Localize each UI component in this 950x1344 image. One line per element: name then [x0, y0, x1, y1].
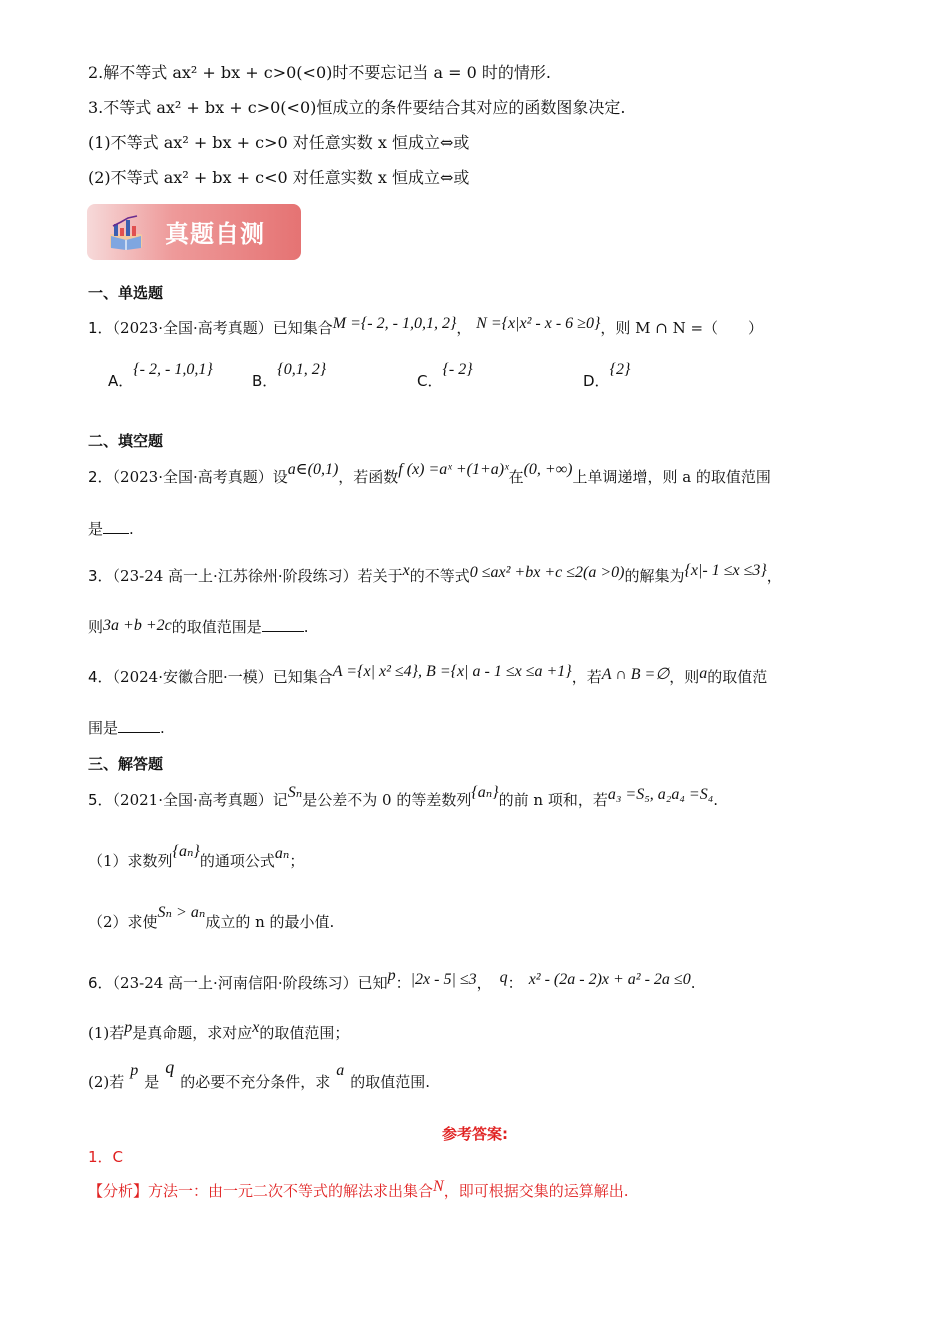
q5-text-4: . [713, 791, 719, 809]
answer-blank[interactable] [103, 519, 129, 534]
option-d-label: D． [583, 372, 610, 390]
question-3 [88, 562, 782, 588]
q6-p1-text-1: (1)若 [88, 1024, 125, 1042]
q5-p1-text-3: ； [289, 852, 305, 870]
q5-p1-text-2: 的通项公式 [199, 852, 275, 870]
question-2 [88, 461, 771, 489]
option-b-label: B． [252, 372, 278, 390]
q5-p2-text-1: （2）求使 [88, 913, 158, 931]
q4-text-2: ，若 [571, 668, 602, 686]
q6-source: （23-24 高一上·河南信阳·阶段练习） [112, 974, 358, 992]
question-4 [88, 663, 768, 689]
q1-set-m: M ={- 2, - 1,0,1, 2} [332, 315, 457, 332]
option-d-value: {2} [609, 361, 631, 378]
answer-blank[interactable] [262, 617, 304, 632]
question-3-cont [88, 616, 309, 639]
question-1 [88, 317, 763, 340]
section-heading-3: 三、解答题 [88, 755, 164, 773]
q6-p1-text-3: 的取值范围； [259, 1024, 350, 1042]
q4-text-4: 的取值范 [707, 668, 768, 686]
q3-text-3: 的解集为 [624, 567, 685, 585]
option-b-value: {0,1, 2} [277, 361, 327, 378]
question-2-cont [88, 518, 134, 540]
q6-p2-text-3: 的必要不充分条件，求 [180, 1073, 331, 1091]
banner-title: 真题自测 [165, 220, 265, 248]
q6-formula-q: q [499, 969, 508, 986]
option-c[interactable] [417, 361, 473, 391]
q6-formula-p: p [387, 967, 396, 984]
option-c-value: {- 2} [442, 361, 473, 378]
q2-text-3: 在 [508, 468, 524, 486]
q5-text-2: 是公差不为 0 的等差数列 [302, 791, 472, 809]
q5-source: （2021·全国·高考真题） [112, 791, 273, 809]
q3-text-6: 的取值范围是 [171, 618, 262, 636]
q1-source: （2023·全国·高考真题） [112, 319, 273, 337]
q6-text-4: ： [507, 974, 523, 992]
q4-text-5: 围是 [88, 719, 119, 737]
q5-text-3: 的前 n 项和，若 [498, 791, 608, 809]
question-5-part-1 [88, 843, 305, 873]
q5-text-1: 记 [272, 791, 288, 809]
q6-text-1: 已知 [357, 974, 388, 992]
q5-formula-3: a₃ =S₅, a₂a₄ =S₄ [607, 786, 714, 803]
q6-p2-formula-p: p [130, 1062, 139, 1079]
q6-p2-text-2: 是 [144, 1073, 160, 1091]
answer-1: 1．C [88, 1148, 124, 1166]
q6-text-2: ： [395, 974, 411, 992]
q4-formula-3: a [699, 665, 708, 682]
q2-source: （2023·全国·高考真题） [112, 468, 273, 486]
q2-text-2: ，若函数 [338, 468, 399, 486]
q4-number: 4． [88, 668, 113, 686]
q3-formula-1: x [402, 562, 410, 579]
q1-comma: ， [456, 319, 472, 337]
option-a-label: A． [108, 372, 134, 390]
option-c-label: C． [417, 372, 443, 390]
q4-text-1: 已知集合 [272, 668, 333, 686]
q5-p1-formula-1: {aₙ} [172, 843, 200, 860]
q6-p1-text-2: 是真命题，求对应 [132, 1024, 253, 1042]
q3-text-4: ， [766, 567, 782, 585]
q5-formula-1: Sₙ [287, 784, 303, 801]
q3-text-5: 则 [88, 618, 104, 636]
analysis-line [88, 1180, 628, 1201]
q2-text-4: 上单调递增，则 a 的取值范围 [572, 468, 771, 486]
section-heading-2: 二、填空题 [88, 432, 164, 450]
q2-text-1: 设 [272, 468, 288, 486]
q2-formula-2: f (x) =aˣ +(1+a)ˣ [398, 461, 509, 478]
q5-number: 5． [88, 791, 113, 809]
question-6-part-1 [88, 1019, 350, 1045]
q3-formula-4: 3a +b +2c [103, 617, 172, 634]
question-5 [88, 784, 719, 812]
q6-p2-text-4: 的取值范围. [350, 1073, 431, 1091]
q1-text: 已知集合 [272, 319, 333, 337]
option-b[interactable] [252, 361, 327, 391]
q5-p1-text-1: （1）求数列 [88, 852, 173, 870]
q5-p1-formula-2: aₙ [274, 845, 290, 862]
q6-p1-formula-x: x [252, 1019, 260, 1036]
analysis-text-1: 方法一：由一元二次不等式的解法求出集合 [148, 1182, 434, 1200]
q6-number: 6． [88, 974, 113, 992]
note-2: 2.解不等式 ax² + bx + c>0(<0)时不要忘记当 a = 0 时的情形. [88, 63, 551, 82]
q5-p2-text-2: 成立的 n 的最小值. [205, 913, 335, 931]
q6-p2-formula-a: a [336, 1062, 345, 1079]
book-chart-icon [107, 214, 145, 252]
question-5-part-2 [88, 904, 335, 934]
question-6 [88, 967, 696, 995]
q4-formula-1: A ={x| x² ≤4}, B ={x| a - 1 ≤x ≤a +1} [332, 663, 572, 680]
note-3-1: (1)不等式 ax² + bx + c>0 对任意实数 x 恒成立⇔或 [88, 133, 470, 152]
q4-source: （2024·安徽合肥·一模） [112, 668, 273, 686]
note-3: 3.不等式 ax² + bx + c>0(<0)恒成立的条件要结合其对应的函数图象决定. [88, 98, 626, 117]
q6-p2-text-1: (2)若 [88, 1073, 125, 1091]
q2-number: 2． [88, 468, 113, 486]
q6-p2-formula-q: q [165, 1057, 175, 1077]
section-heading-1: 一、单选题 [88, 284, 164, 302]
q6-text-5: . [690, 974, 696, 992]
option-d[interactable] [583, 361, 631, 391]
answers-heading: 参考答案: [442, 1125, 508, 1143]
q1-tail: ，则 M ∩ N =（ ） [600, 319, 764, 337]
q3-text-7: . [303, 618, 309, 636]
q6-formula-2: |2x - 5| ≤3 [410, 971, 477, 988]
note-3-2: (2)不等式 ax² + bx + c<0 对任意实数 x 恒成立⇔或 [88, 168, 470, 187]
q6-formula-4: x² - (2a - 2)x + a² - 2a ≤0 [528, 971, 691, 988]
q6-p1-formula-p: p [124, 1019, 133, 1036]
analysis-text-2: ，即可根据交集的运算解出. [443, 1182, 629, 1200]
q2-text-5: 是 [88, 520, 104, 538]
q2-formula-1: a∈(0,1) [287, 461, 339, 478]
q4-text-6: . [160, 719, 165, 737]
q3-formula-3: {x|- 1 ≤x ≤3} [684, 562, 767, 579]
question-4-cont [88, 717, 165, 739]
q3-text-1: 若关于 [357, 567, 403, 585]
q4-formula-2: A ∩ B =∅ [601, 666, 670, 683]
q2-formula-3: (0, +∞) [523, 461, 573, 478]
q2-text-6: . [129, 520, 134, 538]
q3-formula-2: 0 ≤ax² +bx +c ≤2(a >0) [469, 564, 625, 581]
q6-text-3: ， [476, 974, 492, 992]
q4-text-3: ，则 [669, 668, 700, 686]
analysis-tag: 【分析】 [88, 1182, 149, 1200]
q5-formula-2: {aₙ} [471, 784, 499, 801]
answer-blank[interactable] [118, 718, 160, 733]
q1-number: 1． [88, 319, 113, 337]
q1-set-n: N ={x|x² - x - 6 ≥0} [476, 315, 601, 332]
question-6-part-2 [88, 1057, 431, 1094]
option-a-value: {- 2, - 1,0,1} [133, 361, 213, 378]
q3-text-2: 的不等式 [409, 567, 470, 585]
q3-number: 3． [88, 567, 113, 585]
option-a[interactable] [108, 361, 213, 391]
q5-p2-formula: Sₙ > aₙ [157, 904, 206, 921]
analysis-formula-n: N [433, 1178, 444, 1195]
q3-source: （23-24 高一上·江苏徐州·阶段练习） [112, 567, 358, 585]
section-banner [87, 204, 301, 260]
